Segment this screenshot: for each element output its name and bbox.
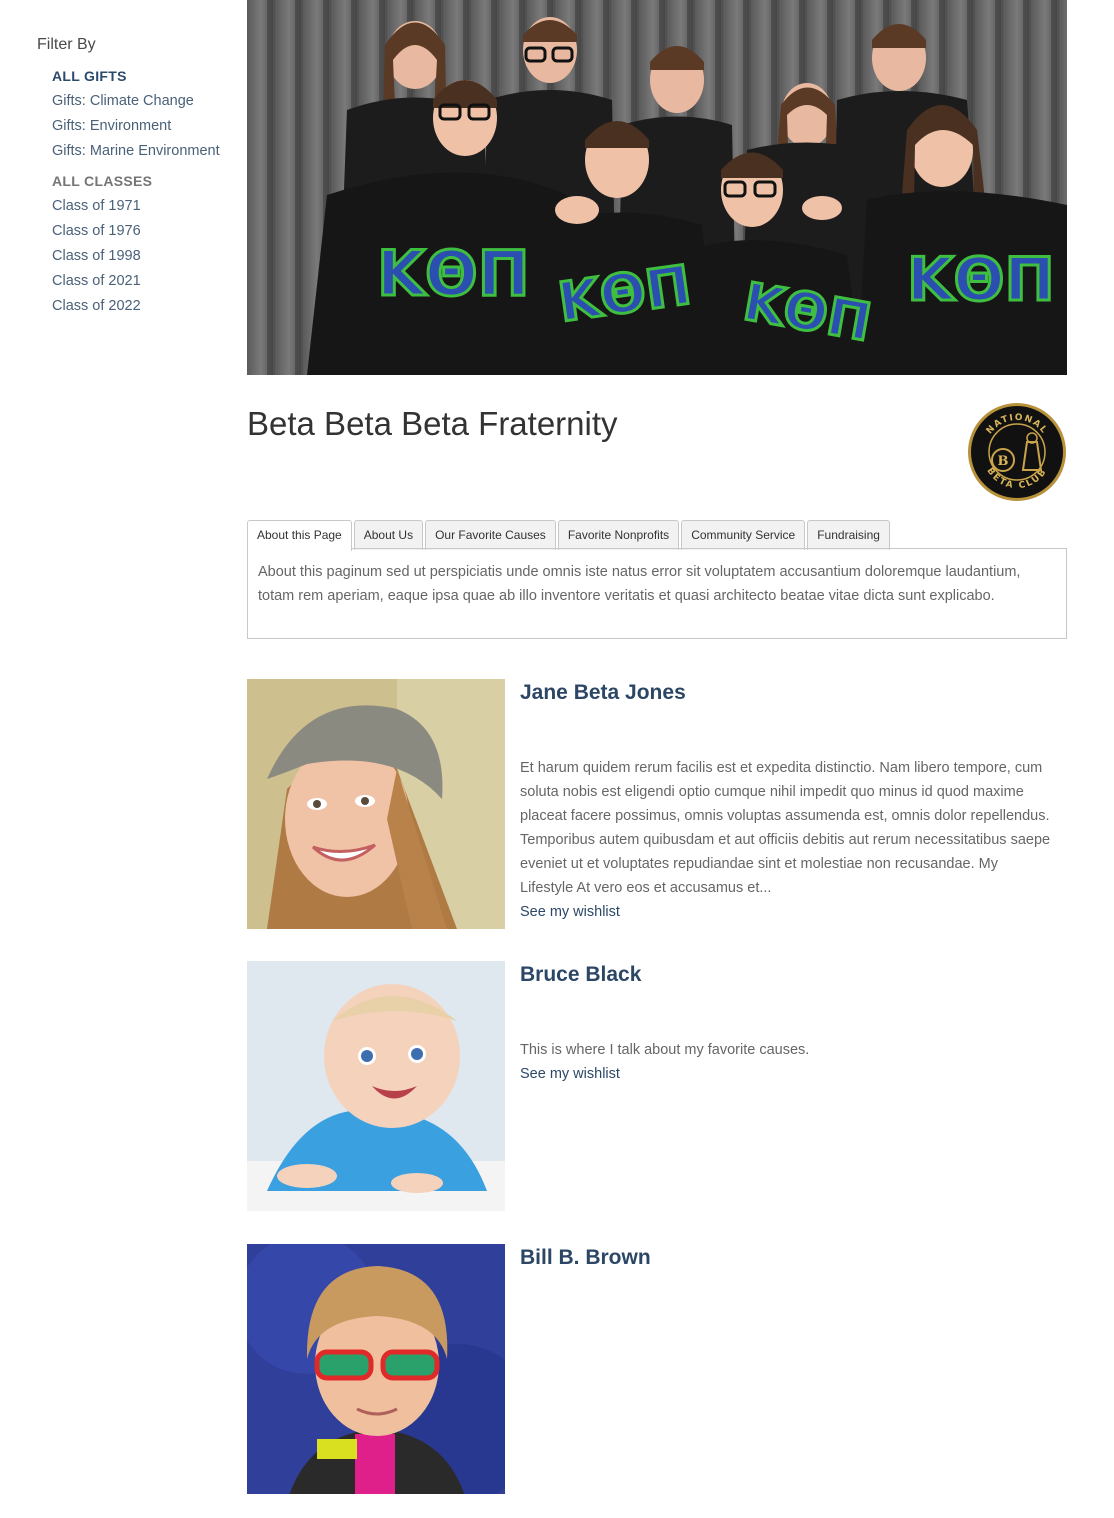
filter-class-1976[interactable]: Class of 1976 — [52, 223, 141, 239]
see-wishlist-link[interactable]: See my wishlist — [520, 904, 620, 920]
svg-text:NATIONAL: NATIONAL — [984, 412, 1050, 437]
beta-club-seal-logo — [967, 402, 1067, 502]
filter-all-classes[interactable]: ALL CLASSES — [52, 173, 153, 189]
svg-text:BETA CLUB: BETA CLUB — [984, 466, 1050, 492]
member-photo[interactable] — [247, 1244, 505, 1494]
filter-gift-environment[interactable]: Gifts: Environment — [52, 118, 172, 134]
tab-our-favorite-causes[interactable]: Our Favorite Causes — [425, 520, 556, 550]
content-tabs — [247, 520, 890, 549]
member-name[interactable]: Bill B. Brown — [520, 1246, 651, 1269]
filter-class-2021[interactable]: Class of 2021 — [52, 273, 141, 289]
shirt-letters-4: ΚΘΠ — [907, 245, 1055, 315]
shirt-letters-1: ΚΘΠ — [377, 237, 530, 310]
member-bio-text: Et harum quidem rerum facilis est et expedita distinctio. Nam libero tempore, cum soluta nobis est eligendi optio cumque nihil impedit quo minus id quod maxime placeat facere possimus, omnis voluptas assumenda est, omnis dolor repellendus. Temporibus autem quibusdam et aut officiis debitis aut rerum necessitatibus saepe eveniet ut et voluptates repudiandae sint et molestiae non recusandae. My Lifestyle At vero eos et accusamus et... — [520, 760, 1051, 896]
filter-sidebar — [37, 36, 237, 323]
tab-about-this-page[interactable]: About this Page — [247, 520, 352, 551]
member-bio — [520, 1038, 1055, 1086]
tab-about-us[interactable]: About Us — [354, 520, 423, 550]
filter-gift-climate-change[interactable]: Gifts: Climate Change — [52, 93, 194, 109]
hero-group-photo — [247, 0, 1067, 375]
member-photo[interactable] — [247, 679, 505, 929]
tab-fundraising[interactable]: Fundraising — [807, 520, 890, 550]
member-bio — [520, 756, 1055, 924]
member-name[interactable]: Bruce Black — [520, 963, 642, 986]
member-bio-text: This is where I talk about my favorite causes. — [520, 1042, 810, 1058]
tab-favorite-nonprofits[interactable]: Favorite Nonprofits — [558, 520, 679, 550]
page-title: Beta Beta Beta Fraternity — [247, 405, 618, 442]
see-wishlist-link[interactable]: See my wishlist — [520, 1066, 620, 1082]
filter-class-1998[interactable]: Class of 1998 — [52, 248, 141, 264]
filter-title: Filter By — [37, 36, 96, 53]
member-photo[interactable] — [247, 961, 505, 1211]
filter-all-gifts[interactable]: ALL GIFTS — [52, 68, 127, 84]
svg-text:B: B — [997, 454, 1009, 469]
tab-panel-content: About this paginum sed ut perspiciatis unde omnis iste natus error sit voluptatem accusantium doloremque laudantium, totam rem aperiam, eaque ipsa quae ab illo inventore veritatis et quasi architecto beatae vitae dicta sunt explicabo. — [247, 548, 1067, 639]
shirt-letters-3: ΚΘΠ — [738, 272, 876, 354]
tab-community-service[interactable]: Community Service — [681, 520, 805, 550]
filter-class-1971[interactable]: Class of 1971 — [52, 198, 141, 214]
member-name[interactable]: Jane Beta Jones — [520, 681, 686, 704]
filter-class-2022[interactable]: Class of 2022 — [52, 298, 141, 314]
filter-gift-marine-environment[interactable]: Gifts: Marine Environment — [52, 143, 220, 159]
shirt-letters-2: ΚΘΠ — [554, 253, 695, 335]
